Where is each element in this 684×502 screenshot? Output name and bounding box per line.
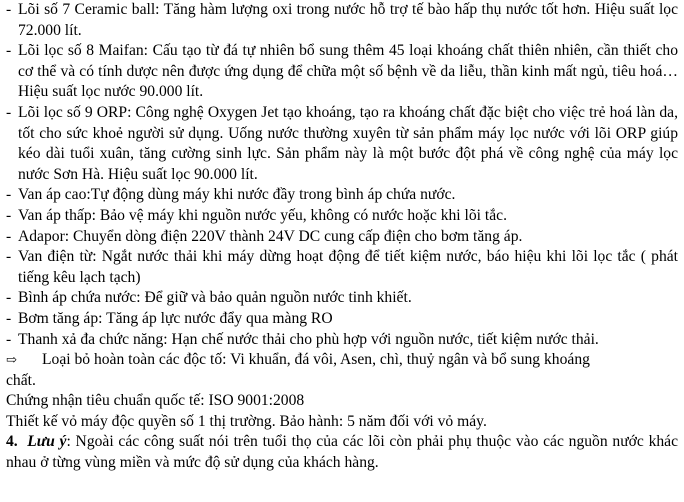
list-item [6, 309, 678, 330]
bullet-dash: - [6, 1, 12, 18]
note-label: Lưu ý [27, 433, 67, 451]
list-item-text: Bơm tăng áp: Tăng áp lực nước đẩy qua màng RO [18, 309, 333, 327]
list-item-text: Van áp cao:Tự động dùng máy khi nước đầy trong bình áp chứa nước. [18, 186, 456, 204]
list-item [6, 0, 678, 41]
list-item [6, 41, 678, 103]
list-item [6, 330, 678, 351]
list-item-text: Van điện từ: Ngắt nước thải khi máy dừng hoạt động để tiết kiệm nước, báo hiệu khi lõi lọc tắc ( phát tiếng kêu lạch tạch) [18, 248, 678, 286]
bullet-dash: - [6, 186, 12, 204]
list-item [6, 206, 678, 227]
note-text: : Ngoài các công suất nói trên tuổi thọ của các lõi còn phải phụ thuộc vào các nguồn nước khác nhau ở từng vùng miền và mức độ sử dụng của khách hàng. [6, 433, 679, 472]
summary-arrow-line [6, 350, 678, 371]
certification-line: Chứng nhận tiêu chuẩn quốc tế: ISO 9001:2008 [6, 392, 305, 410]
bullet-dash: - [6, 248, 12, 266]
bullet-dash: - [6, 330, 12, 348]
list-item-text: Lõi số 7 Ceramic ball: Tăng hàm lượng oxi trong nước hỗ trợ tế bào hấp thụ nước tốt hơn. Hiệu suất lọc 72.000 lít. [18, 1, 678, 39]
summary-text: Loại bỏ hoàn toàn các độc tố: Vi khuẩn, đá vôi, Asen, chì, thuỷ ngân và bổ sung khoáng [42, 351, 590, 369]
note-number: 4. [6, 433, 18, 451]
list-item [6, 103, 678, 185]
bullet-dash: - [6, 206, 12, 224]
note-paragraph [6, 432, 678, 473]
list-item-text: Bình áp chứa nước: Để giữ và bảo quản nguồn nước tinh khiết. [18, 289, 412, 307]
bullet-dash: - [6, 227, 12, 245]
bullet-dash: - [6, 103, 12, 121]
bullet-dash: - [6, 42, 12, 60]
list-item-text: Lõi lọc số 9 ORP: Công nghệ Oxygen Jet tạo khoáng, tạo ra khoáng chất đặc biệt cho việc trẻ hoá làn da, tốt cho sức khoẻ người sử dụng. Uống nước thường xuyên từ sản phẩm máy lọc nước với lõi ORP giúp kéo dài tuổi xuân, tăng cường sinh lực. Sản phẩm này là một bước đột phá về công nghệ của máy lọc nước Sơn Hà. Hiệu suất lọc 90.000 lít. [18, 103, 678, 183]
right-arrow-icon: ⇨ [6, 352, 17, 368]
list-item-text: Adapor: Chuyển dòng điện 220V thành 24V DC cung cấp điện cho bơm tăng áp. [18, 227, 523, 245]
list-item-text: Thanh xả đa chức năng: Hạn chế nước thải cho phù hợp với nguồn nước, tiết kiệm nước thải. [18, 330, 599, 348]
summary-text-continuation: chất. [6, 371, 36, 389]
list-item [6, 288, 678, 309]
list-item-text: Van áp thấp: Bảo vệ máy khi nguồn nước yếu, không có nước hoặc khi lõi tắc. [18, 206, 507, 224]
bullet-dash: - [6, 289, 12, 307]
design-warranty-line: Thiết kế vỏ máy độc quyền số 1 thị trường. Bảo hành: 5 năm đối với vỏ máy. [6, 412, 487, 430]
list-item [6, 185, 678, 206]
list-item-text: Lõi lọc số 8 Maifan: Cấu tạo từ đá tự nhiên bổ sung thêm 45 loại khoáng chất thiên nhiên, cần thiết cho cơ thể và có tính dược nên được ứng dụng để chữa một số bệnh về da liễu, thần kinh mất ngủ, tiêu hoá…Hiệu suất lọc nước 90.000 lít. [18, 42, 678, 101]
list-item [6, 227, 678, 248]
list-item [6, 247, 678, 288]
bullet-dash: - [6, 309, 12, 327]
